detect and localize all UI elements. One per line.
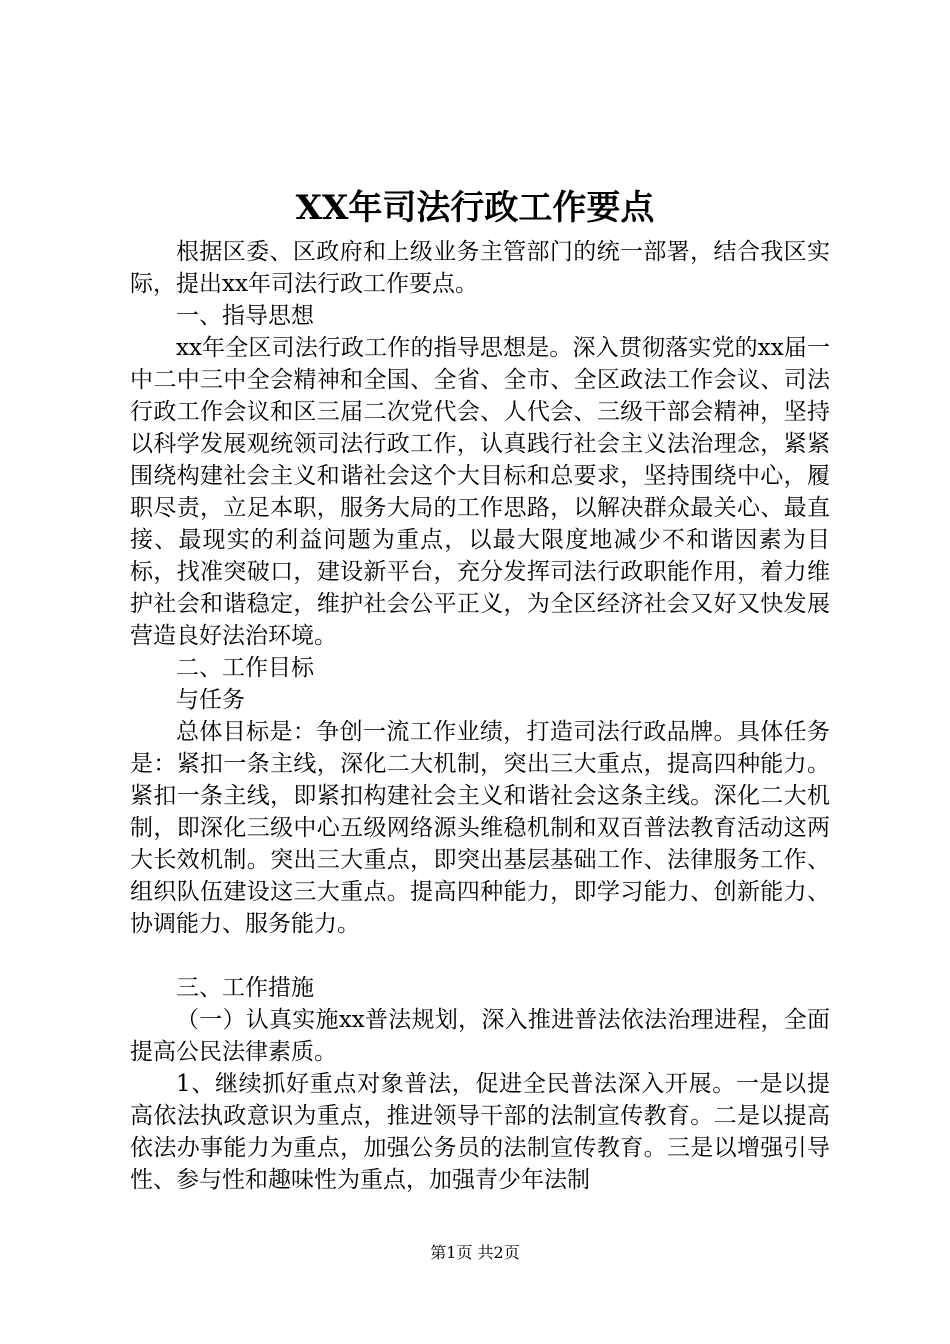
paragraph-gap — [130, 940, 830, 972]
intro-paragraph: 根据区委、区政府和上级业务主管部门的统一部署，结合我区实际，提出xx年司法行政工作要点。 — [130, 239, 830, 297]
document-title: XX年司法行政工作要点 — [295, 188, 655, 228]
section-2-heading-continued: 与任务 — [176, 687, 245, 713]
section-1-paragraph: xx年全区司法行政工作的指导思想是。深入贯彻落实党的xx届一中二中三中全会精神和全国、全省、全市、全区政法工作会议、司法行政工作会议和区三届二次党代会、人代会、三级干部会精神，坚持以科学发展观统领司法行政工作，认真践行社会主义法治理念，紧紧围绕构建社会主义和谐社会这个大目标和总要求，坚持围绕中心，履职尽责，立足本职，服务大局的工作思路，以解决群众最关心、最直接、最现实的利益问题为重点，以最大限度地减少不和谐因素为目标，找准突破口，建设新平台，充分发挥司法行政职能作用，着力维护社会和谐稳定，维护社会公平正义，为全区经济社会又好又快发展营造良好法治环境。 — [130, 335, 830, 649]
section-2-heading: 二、工作目标 — [176, 655, 314, 681]
page-footer: 第1页 共2页 — [430, 1243, 520, 1262]
document-body — [130, 236, 830, 1196]
section-3-subheading: （一）认真实施xx普法规划，深入推进普法依法治理进程，全面提高公民法律素质。 — [130, 1007, 830, 1065]
section-1-heading: 一、指导思想 — [176, 303, 314, 329]
section-3-item-1: 1、继续抓好重点对象普法，促进全民普法深入开展。一是以提高依法执政意识为重点，推进领导干部的法制宣传教育。二是以提高依法办事能力为重点，加强公务员的法制宣传教育。三是以增强引导性、参与性和趣味性为重点，加强青少年法制 — [130, 1071, 830, 1193]
section-2-paragraph: 总体目标是：争创一流工作业绩，打造司法行政品牌。具体任务是：紧扣一条主线，深化二大机制，突出三大重点，提高四种能力。紧扣一条主线，即紧扣构建社会主义和谐社会这条主线。深化二大机制，即深化三级中心五级网络源头维稳机制和双百普法教育活动这两大长效机制。突出三大重点，即突出基层基础工作、法律服务工作、组织队伍建设这三大重点。提高四种能力，即学习能力、创新能力、协调能力、服务能力。 — [130, 719, 830, 937]
section-3-heading: 三、工作措施 — [176, 975, 314, 1001]
